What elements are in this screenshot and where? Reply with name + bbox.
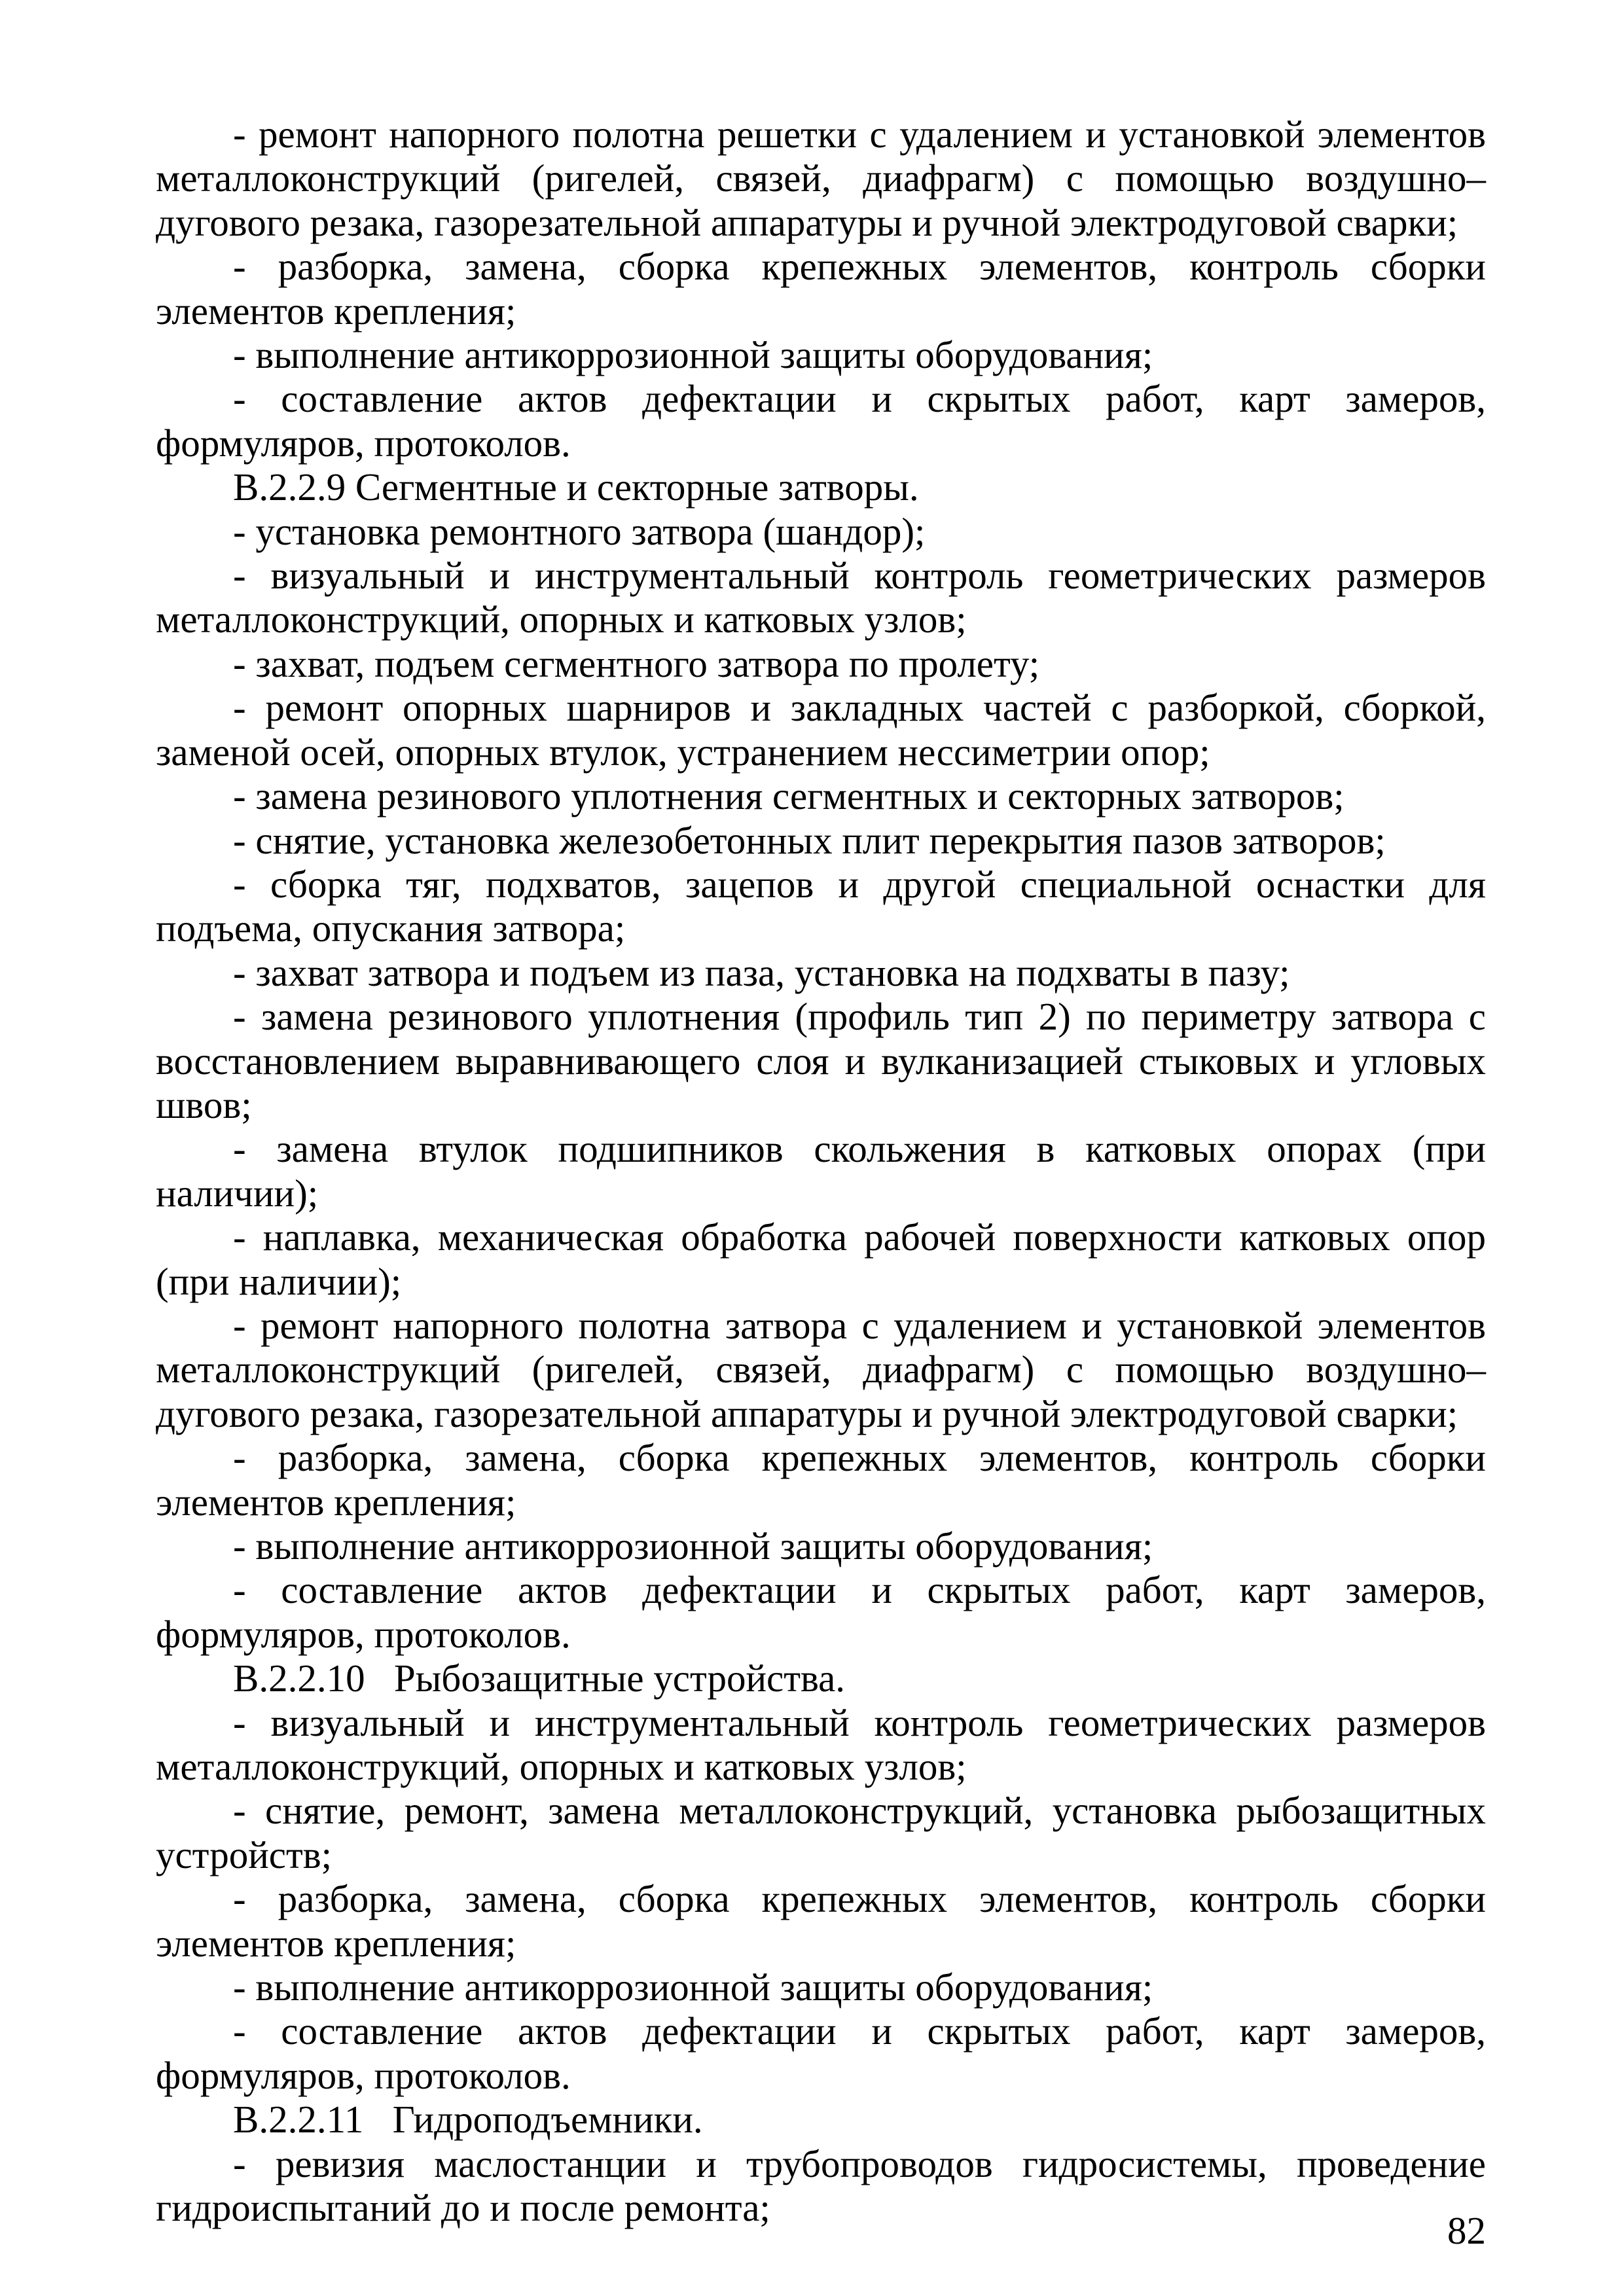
- list-item-reports: - составление актов дефектации и скрытых работ, карт замеров, формуляров, протоколов.: [156, 1568, 1486, 1656]
- list-item-fish-device-repair: - снятие, ремонт, замена металлоконструкций, установка рыбозащитных устройств;: [156, 1789, 1486, 1876]
- list-item-rigging-assembly: - сборка тяг, подхватов, зацепов и другой специальной оснастки для подъема, опускания затвора;: [156, 862, 1486, 950]
- list-item-anticorrosion: - выполнение антикоррозионной защиты оборудования;: [233, 333, 1153, 377]
- section-heading-fish-protection: В.2.2.10 Рыбозащитные устройства.: [233, 1657, 846, 1700]
- list-item-surfacing: - наплавка, механическая обработка рабочей поверхности катковых опор (при наличии);: [156, 1215, 1486, 1303]
- list-item-hinge-repair: - ремонт опорных шарниров и закладных частей с разборкой, сборкой, заменой осей, опорных втулок, устранением нессиметрии опор;: [156, 686, 1486, 774]
- list-item-anticorrosion: - выполнение антикоррозионной защиты оборудования;: [233, 1965, 1153, 2009]
- list-item-repair-grid-panel: - ремонт напорного полотна решетки с удалением и установкой элементов металлоконструкций (ригелей, связей, диафрагм) с помощью воздушно–дугового резака, газорезательной аппаратуры и ручной электродуговой сварки;: [156, 113, 1486, 244]
- list-item-reports: - составление актов дефектации и скрытых работ, карт замеров, формуляров, протоколов.: [156, 2009, 1486, 2097]
- list-item-fasteners: - разборка, замена, сборка крепежных элементов, контроль сборки элементов крепления;: [156, 245, 1486, 332]
- list-item-slab-removal: - снятие, установка железобетонных плит перекрытия пазов затворов;: [233, 818, 1386, 862]
- list-item-repair-gate-panel: - ремонт напорного полотна затвора с удалением и установкой элементов металлоконструкций (ригелей, связей, диафрагм) с помощью воздушно–дугового резака, газорезательной аппаратуры и ручной электродуговой сварки;: [156, 1303, 1486, 1435]
- page-number: 82: [1447, 2209, 1486, 2252]
- list-item-fasteners: - разборка, замена, сборка крепежных элементов, контроль сборки элементов крепления;: [156, 1436, 1486, 1524]
- list-item-seal-perimeter: - замена резинового уплотнения (профиль тип 2) по периметру затвора с восстановлением выравнивающего слоя и вулканизацией стыковых и угловых швов;: [156, 995, 1486, 1126]
- section-heading-segment-gates: В.2.2.9 Сегментные и секторные затворы.: [233, 465, 919, 509]
- document-body: [156, 113, 1486, 2231]
- list-item-oil-station-revision: - ревизия маслостанции и трубопроводов гидросистемы, проведение гидроиспытаний до и после ремонта;: [156, 2142, 1486, 2230]
- list-item-rubber-seal: - замена резинового уплотнения сегментных и секторных затворов;: [233, 774, 1344, 818]
- list-item-stoplog-install: - установка ремонтного затвора (шандор);: [233, 509, 926, 553]
- list-item-bushing-replace: - замена втулок подшипников скольжения в катковых опорах (при наличии);: [156, 1127, 1486, 1215]
- list-item-gate-capture: - захват затвора и подъем из паза, установка на подхваты в пазу;: [233, 950, 1290, 994]
- list-item-geometry-control: - визуальный и инструментальный контроль геометрических размеров металлоконструкций, опорных и катковых узлов;: [156, 1700, 1486, 1789]
- list-item-gate-lifting: - захват, подъем сегментного затвора по пролету;: [233, 641, 1040, 685]
- list-item-anticorrosion: - выполнение антикоррозионной защиты оборудования;: [233, 1524, 1153, 1568]
- list-item-fasteners: - разборка, замена, сборка крепежных элементов, контроль сборки элементов крепления;: [156, 1877, 1486, 1965]
- list-item-reports: - составление актов дефектации и скрытых работ, карт замеров, формуляров, протоколов.: [156, 377, 1486, 465]
- list-item-geometry-control: - визуальный и инструментальный контроль геометрических размеров металлоконструкций, опорных и катковых узлов;: [156, 554, 1486, 641]
- section-heading-hydraulic-lifters: В.2.2.11 Гидроподъемники.: [233, 2098, 703, 2142]
